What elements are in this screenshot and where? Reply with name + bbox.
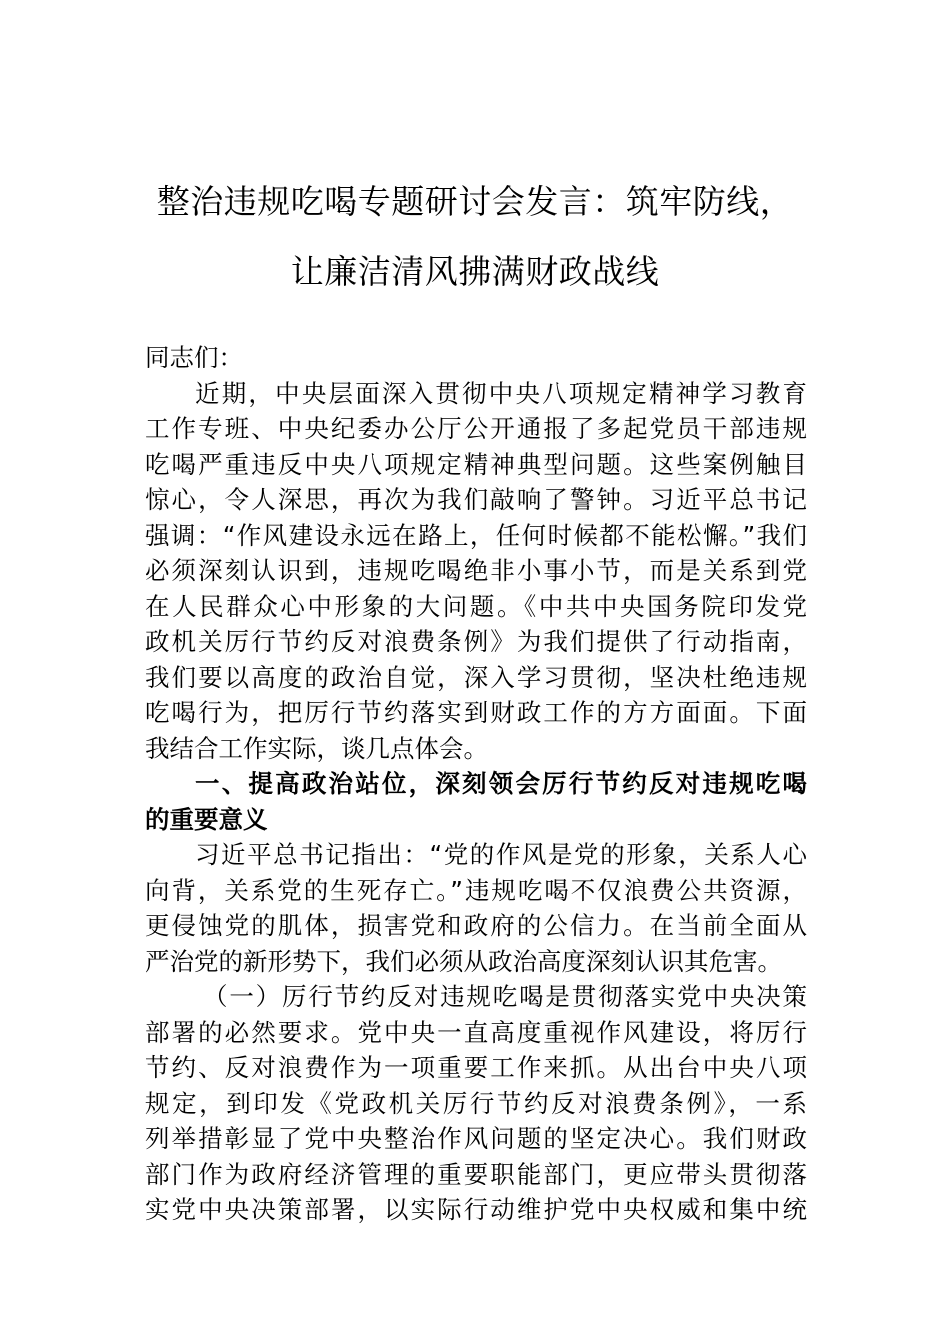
document-body: [145, 340, 807, 1228]
body-line: 近期，中央层面深入贯彻中央八项规定精神学习教育: [195, 378, 807, 408]
title-line-1: 整治违规吃喝专题研讨会发言：筑牢防线，: [156, 182, 794, 221]
section-heading-cont: 的重要意义: [145, 804, 268, 834]
body-line: 部署的必然要求。党中央一直高度重视作风建设，将厉行: [145, 1017, 807, 1047]
body-line: 政机关厉行节约反对浪费条例》为我们提供了行动指南，: [145, 627, 807, 656]
body-line: 列举措彰显了党中央整治作风问题的坚定决心。我们财政: [145, 1124, 807, 1153]
body-line: 必须深刻认识到，违规吃喝绝非小事小节，而是关系到党: [145, 556, 807, 585]
salutation: 同志们：: [145, 343, 243, 372]
body-line: 工作专班、中央纪委办公厅公开通报了多起党员干部违规: [145, 414, 807, 443]
subsection-line: （一）厉行节约反对违规吃喝是贯彻落实党中央决策: [203, 982, 807, 1011]
body-line: 在人民群众心中形象的大问题。《中共中央国务院印发党: [145, 591, 807, 621]
title-line-2: 让廉洁清风拂满财政战线: [290, 252, 660, 291]
body-line: 向背，关系党的生死存亡。”违规吃喝不仅浪费公共资源，: [145, 875, 807, 905]
body-line: 我们要以高度的政治自觉，深入学习贯彻，坚决杜绝违规: [145, 662, 807, 692]
body-line: 吃喝行为，把厉行节约落实到财政工作的方方面面。下面: [145, 698, 807, 727]
body-line: 强调：“作风建设永远在路上，任何时候都不能松懈。”我们: [145, 520, 807, 550]
body-line: 吃喝严重违反中央八项规定精神典型问题。这些案例触目: [145, 449, 807, 479]
body-line: 节约、反对浪费作为一项重要工作来抓。从出台中央八项: [145, 1053, 807, 1082]
body-line: 我结合工作实际，谈几点体会。: [145, 733, 488, 763]
body-line: 部门作为政府经济管理的重要职能部门，更应带头贯彻落: [145, 1159, 807, 1189]
body-line: 实党中央决策部署，以实际行动维护党中央权威和集中统: [145, 1195, 807, 1224]
body-line: 习近平总书记指出：“党的作风是党的形象，关系人心: [195, 840, 807, 869]
body-line: 严治党的新形势下，我们必须从政治高度深刻认识其危害。: [145, 946, 782, 976]
section-heading: 一、提高政治站位，深刻领会厉行节约反对违规吃喝: [195, 769, 807, 798]
body-line: 惊心，令人深思，再次为我们敲响了警钟。习近平总书记: [145, 485, 807, 514]
body-line: 更侵蚀党的肌体，损害党和政府的公信力。在当前全面从: [145, 911, 807, 940]
body-line: 规定，到印发《党政机关厉行节约反对浪费条例》，一系: [145, 1088, 807, 1118]
